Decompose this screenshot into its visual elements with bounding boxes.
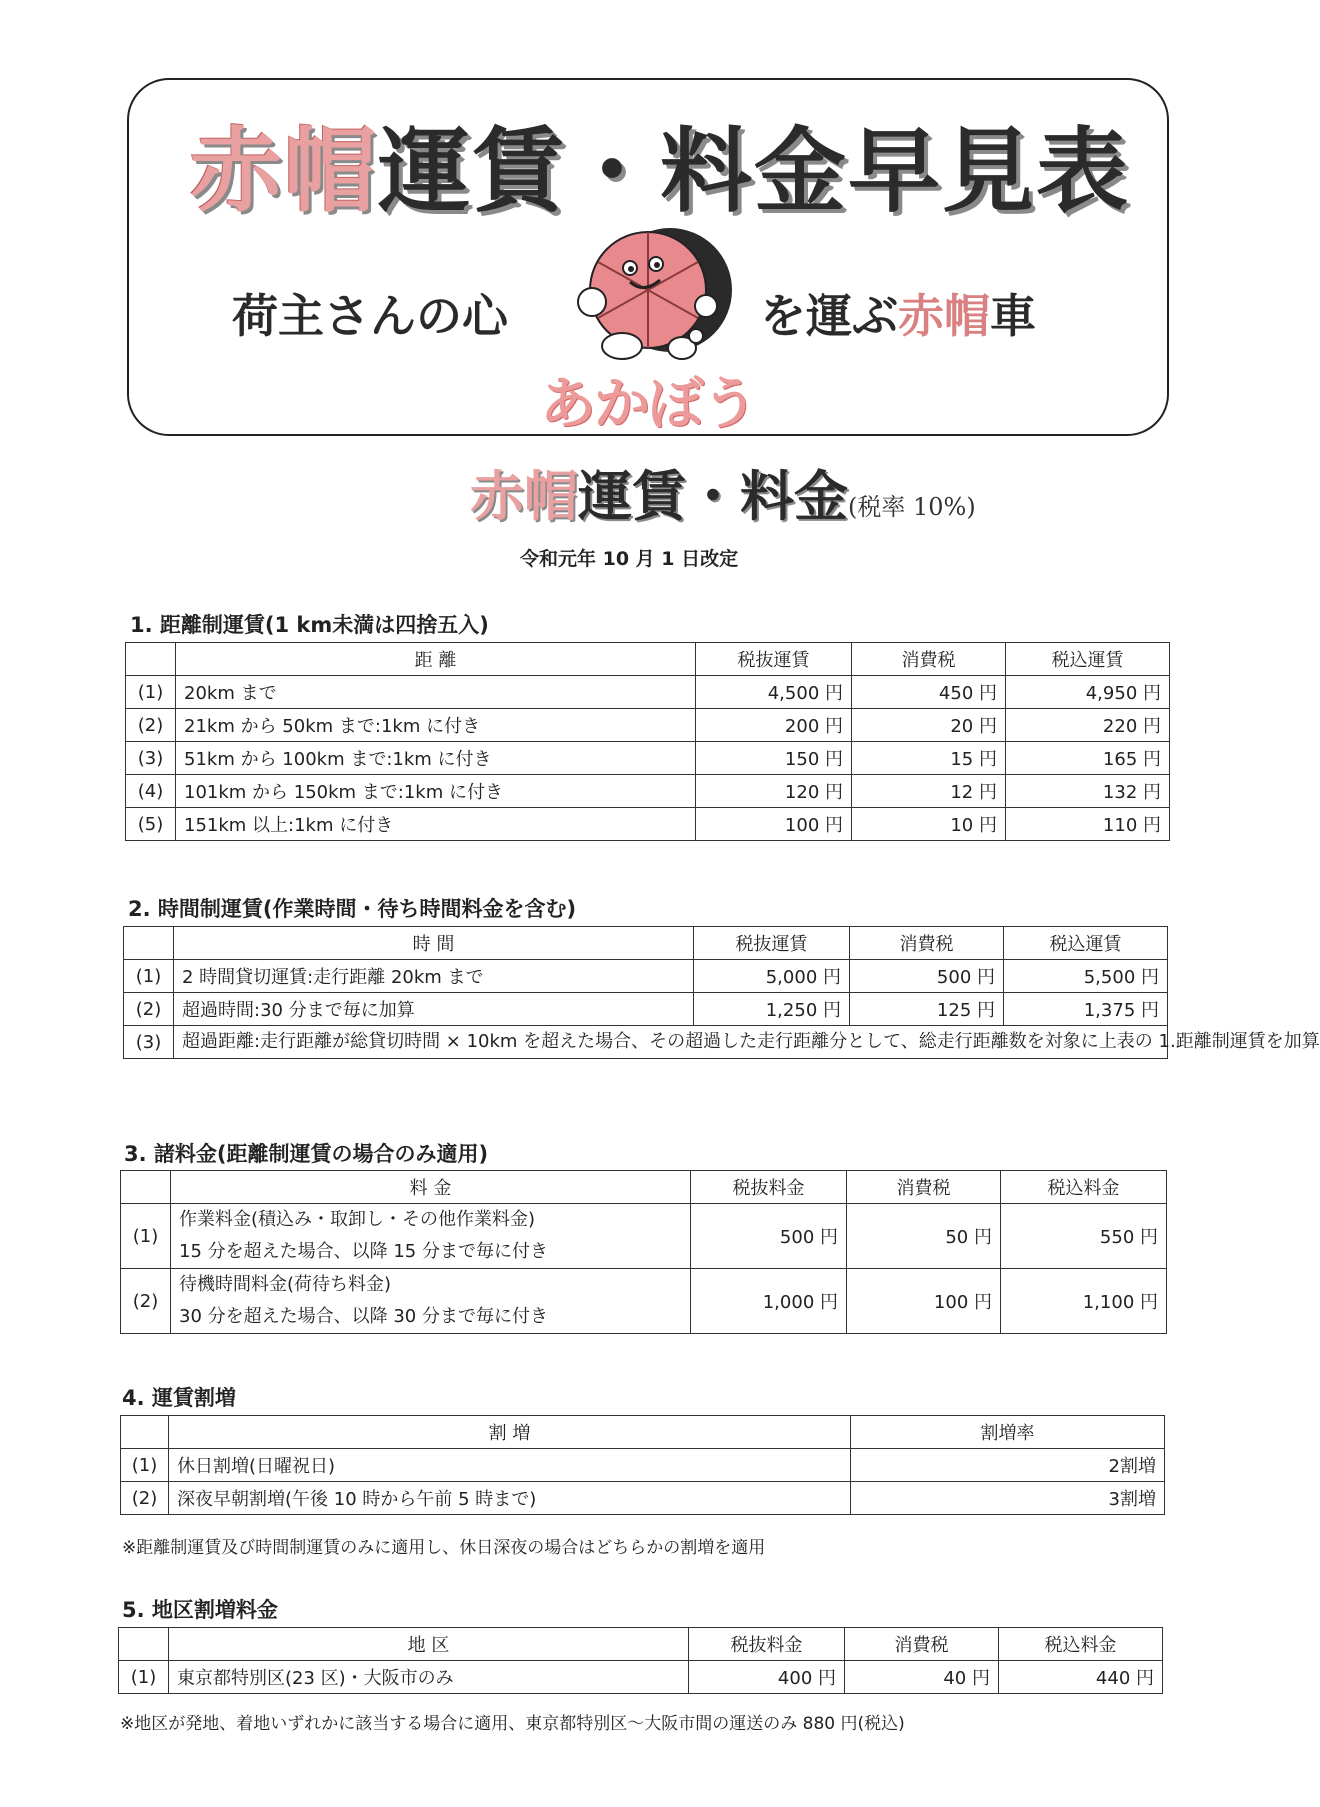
table-row — [126, 676, 1170, 709]
table-row — [126, 709, 1170, 742]
table-header-cell: 料 金 — [171, 1171, 691, 1204]
fees-table — [120, 1170, 1167, 1334]
row-note-text: 超過距離:走行距離が総貸切時間 × 10km を超えた場合、その超過した走行距離分として、総走行距離数を対象に上表の 1.距離制運賃を加算 — [174, 1026, 1168, 1059]
tax-rate-note: (税率 10%) — [848, 493, 976, 521]
table-row — [121, 1204, 1167, 1269]
row-index: (3) — [124, 1026, 174, 1059]
table-row — [126, 775, 1170, 808]
row-pre-tax: 5,000 円 — [694, 960, 850, 993]
table-header-row — [121, 1416, 1165, 1449]
row-pre-tax: 500 円 — [691, 1204, 847, 1269]
row-rate: 3割増 — [851, 1482, 1165, 1515]
slogan-right-red: 赤帽 — [898, 289, 990, 343]
subtitle-dark: 運賃・料金 — [578, 465, 848, 528]
row-index: (1) — [121, 1449, 169, 1482]
section-time-title: 2. 時間制運賃(作業時間・待ち時間料金を含む) — [128, 897, 577, 921]
row-total: 550 円 — [1001, 1204, 1167, 1269]
table-header-cell: 消費税 — [850, 927, 1004, 960]
table-header-cell: 税込料金 — [999, 1628, 1163, 1661]
subtitle — [470, 454, 976, 531]
row-label — [171, 1204, 691, 1269]
row-index: (1) — [124, 960, 174, 993]
table-row — [119, 1661, 1163, 1694]
row-label-line2: 15 分を超えた場合、以降 15 分まで毎に付き — [179, 1241, 548, 1262]
row-total: 440 円 — [999, 1661, 1163, 1694]
row-pre-tax: 4,500 円 — [696, 676, 852, 709]
slogan-right — [760, 280, 1036, 346]
row-index: (1) — [119, 1661, 169, 1694]
row-index: (2) — [121, 1482, 169, 1515]
row-index: (3) — [126, 742, 176, 775]
slogan-left: 荷主さんの心 — [232, 289, 508, 343]
area-surcharge-table — [118, 1627, 1163, 1694]
row-total: 1,375 円 — [1004, 993, 1168, 1026]
table-header-cell: 距 離 — [176, 643, 696, 676]
row-label: 超過時間:30 分まで毎に加算 — [174, 993, 694, 1026]
row-label: 深夜早朝割増(午後 10 時から午前 5 時まで) — [169, 1482, 851, 1515]
table-header-cell: 割増率 — [851, 1416, 1165, 1449]
row-rate: 2割増 — [851, 1449, 1165, 1482]
row-tax: 12 円 — [852, 775, 1006, 808]
table-row — [124, 1026, 1168, 1059]
row-index: (1) — [126, 676, 176, 709]
table-header-cell: 消費税 — [847, 1171, 1001, 1204]
row-label-line1: 作業料金(積込み・取卸し・その他作業料金) — [179, 1209, 536, 1230]
row-label: 101km から 150km まで:1km に付き — [176, 775, 696, 808]
row-index: (2) — [124, 993, 174, 1026]
table-header-cell: 税込運賃 — [1004, 927, 1168, 960]
table-row — [121, 1449, 1165, 1482]
row-label: 2 時間貸切運賃:走行距離 20km まで — [174, 960, 694, 993]
row-label: 休日割増(日曜祝日) — [169, 1449, 851, 1482]
row-pre-tax: 100 円 — [696, 808, 852, 841]
table-header-cell — [121, 1416, 169, 1449]
area-note: ※地区が発地、着地いずれかに該当する場合に適用、東京都特別区～大阪市間の運送のみ 880 円(税込) — [120, 1714, 905, 1734]
row-index: (4) — [126, 775, 176, 808]
distance-fare-table — [125, 642, 1170, 841]
main-title — [190, 98, 1150, 225]
row-label: 20km まで — [176, 676, 696, 709]
row-total: 1,100 円 — [1001, 1269, 1167, 1334]
row-total: 220 円 — [1006, 709, 1170, 742]
table-row — [121, 1269, 1167, 1334]
subtitle-red: 赤帽 — [470, 465, 578, 528]
row-label-line1: 待機時間料金(荷待ち料金) — [179, 1274, 392, 1295]
section-area-title: 5. 地区割増料金 — [122, 1598, 278, 1622]
mascot-logo-icon — [570, 218, 740, 378]
table-header-cell: 消費税 — [845, 1628, 999, 1661]
table-header-cell: 税込運賃 — [1006, 643, 1170, 676]
table-row — [124, 960, 1168, 993]
row-total: 110 円 — [1006, 808, 1170, 841]
table-header-cell — [124, 927, 174, 960]
row-label: 21km から 50km まで:1km に付き — [176, 709, 696, 742]
table-header-cell: 時 間 — [174, 927, 694, 960]
row-index: (5) — [126, 808, 176, 841]
main-title-red: 赤帽 — [190, 118, 379, 225]
table-row — [126, 742, 1170, 775]
row-label-line2: 30 分を超えた場合、以降 30 分まで毎に付き — [179, 1306, 548, 1327]
row-pre-tax: 150 円 — [696, 742, 852, 775]
table-header-cell: 割 増 — [169, 1416, 851, 1449]
row-label: 151km 以上:1km に付き — [176, 808, 696, 841]
row-tax: 15 円 — [852, 742, 1006, 775]
table-row — [124, 993, 1168, 1026]
row-label: 東京都特別区(23 区)・大阪市のみ — [169, 1661, 689, 1694]
row-pre-tax: 400 円 — [689, 1661, 845, 1694]
row-index: (1) — [121, 1204, 171, 1269]
row-index: (2) — [126, 709, 176, 742]
table-header-cell — [126, 643, 176, 676]
row-total: 5,500 円 — [1004, 960, 1168, 993]
table-header-cell: 税抜料金 — [691, 1171, 847, 1204]
section-surcharge-title: 4. 運賃割増 — [122, 1386, 236, 1410]
slogan-right-part1: を運ぶ — [760, 289, 898, 343]
row-total: 4,950 円 — [1006, 676, 1170, 709]
row-total: 165 円 — [1006, 742, 1170, 775]
row-tax: 20 円 — [852, 709, 1006, 742]
row-pre-tax: 1,000 円 — [691, 1269, 847, 1334]
row-tax: 125 円 — [850, 993, 1004, 1026]
row-tax: 40 円 — [845, 1661, 999, 1694]
main-title-dark: 運賃・料金早見表 — [378, 118, 1131, 225]
surcharge-table — [120, 1415, 1165, 1515]
table-header-cell: 消費税 — [852, 643, 1006, 676]
table-row — [121, 1482, 1165, 1515]
table-header-row — [126, 643, 1170, 676]
time-fare-table — [123, 926, 1320, 1059]
row-pre-tax: 200 円 — [696, 709, 852, 742]
table-header-cell: 税込料金 — [1001, 1171, 1167, 1204]
row-tax: 450 円 — [852, 676, 1006, 709]
table-header-cell: 地 区 — [169, 1628, 689, 1661]
table-header-row — [124, 927, 1168, 960]
row-tax: 10 円 — [852, 808, 1006, 841]
row-pre-tax: 1,250 円 — [694, 993, 850, 1026]
table-header-cell: 税抜料金 — [689, 1628, 845, 1661]
slogan-right-part2: 車 — [990, 289, 1036, 343]
section-fees-title: 3. 諸料金(距離制運賃の場合のみ適用) — [124, 1142, 489, 1166]
row-tax: 100 円 — [847, 1269, 1001, 1334]
section-distance-title: 1. 距離制運賃(1 km未満は四捨五入) — [130, 613, 489, 637]
table-header-row — [119, 1628, 1163, 1661]
table-header-row — [121, 1171, 1167, 1204]
table-header-cell — [119, 1628, 169, 1661]
revision-date: 令和元年 10 月 1 日改定 — [520, 548, 739, 570]
row-tax: 50 円 — [847, 1204, 1001, 1269]
row-tax: 500 円 — [850, 960, 1004, 993]
table-header-cell: 税抜運賃 — [694, 927, 850, 960]
table-row — [126, 808, 1170, 841]
row-total: 132 円 — [1006, 775, 1170, 808]
surcharge-note: ※距離制運賃及び時間制運賃のみに適用し、休日深夜の場合はどちらかの割増を適用 — [122, 1538, 766, 1558]
row-index: (2) — [121, 1269, 171, 1334]
row-label: 51km から 100km まで:1km に付き — [176, 742, 696, 775]
brand-logo: あかぼう — [540, 372, 756, 437]
row-pre-tax: 120 円 — [696, 775, 852, 808]
table-header-cell — [121, 1171, 171, 1204]
row-label — [171, 1269, 691, 1334]
table-header-cell: 税抜運賃 — [696, 643, 852, 676]
